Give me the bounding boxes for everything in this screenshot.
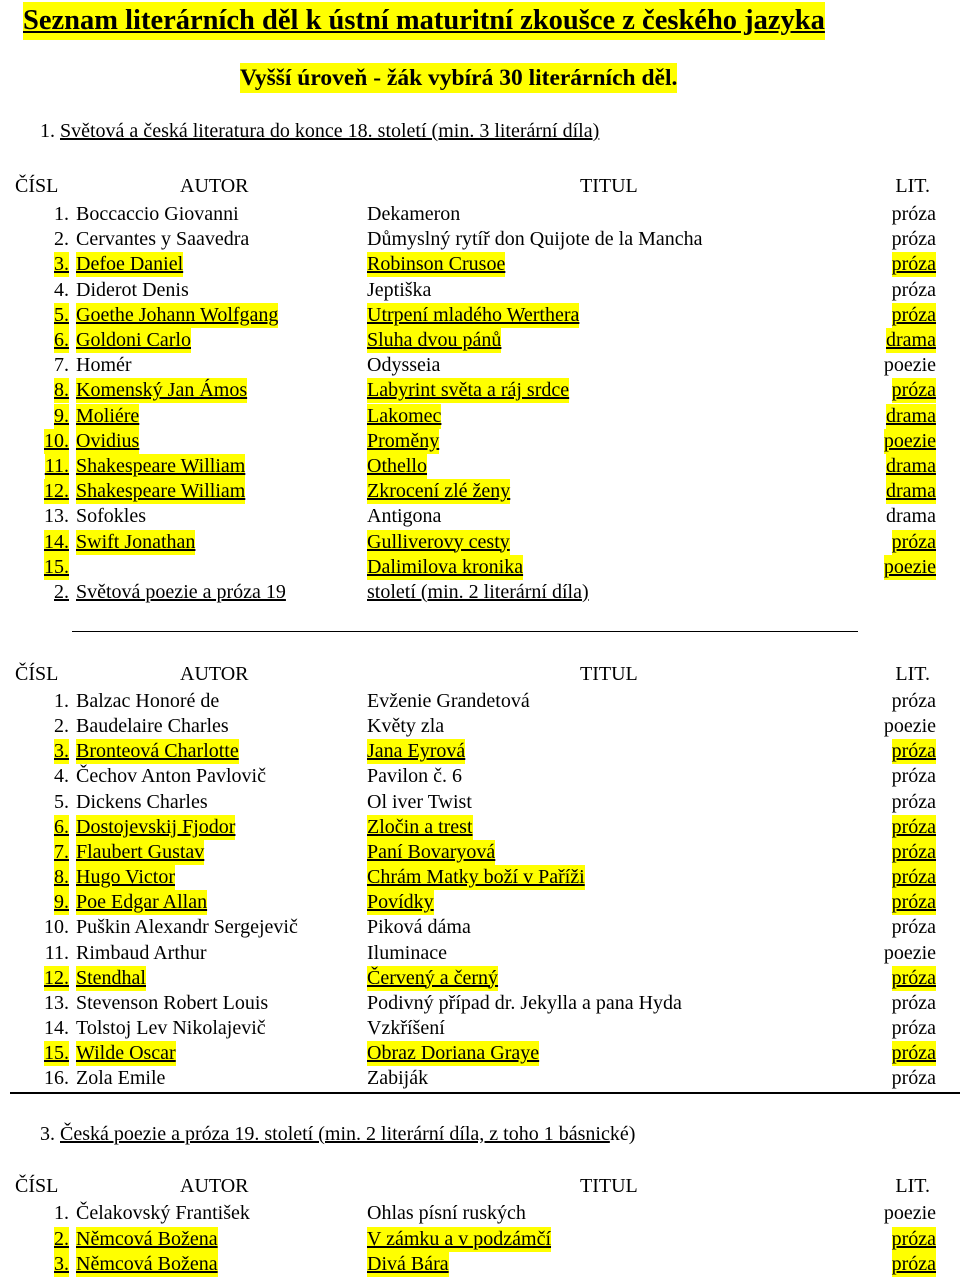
cell-literary-type: próza [891, 690, 936, 712]
cell-literary-type: poezie [883, 715, 936, 738]
cell-author: Balzac Honoré de [76, 690, 220, 712]
cell-author: Goethe Johann Wolfgang [76, 303, 279, 326]
cell-author: Čechov Anton Pavlovič [76, 765, 266, 788]
cell-title: Zločin a trest [367, 815, 473, 838]
cell-title: Antigona [367, 505, 442, 528]
cell-number: 15. [44, 555, 69, 578]
section3-heading-tail: ké) [609, 1123, 636, 1145]
table-row [0, 739, 960, 764]
cell-number: 14. [44, 1016, 69, 1039]
cell-author: Němcová Božena [76, 1227, 218, 1250]
cell-title: Othello [367, 455, 427, 477]
header-titul: TITUL [580, 1175, 638, 1197]
cell-literary-type: próza [891, 303, 936, 326]
cell-literary-type: próza [891, 991, 936, 1014]
cell-number: 5. [54, 790, 69, 813]
table-row [0, 504, 960, 529]
cell-literary-type: drama [886, 404, 936, 427]
cell-author: Stevenson Robert Louis [76, 991, 269, 1014]
cell-number: 2. [54, 715, 69, 738]
cell-literary-type: drama [886, 480, 936, 503]
table-row [0, 429, 960, 454]
header-titul: TITUL [580, 175, 638, 197]
header-lit: LIT. [895, 175, 930, 197]
cell-author: Dostojevskij Fjodor [76, 815, 236, 838]
table-bottom-rule [10, 1092, 960, 1094]
header-cisl: ČÍSL [15, 1175, 59, 1197]
cell-literary-type: poezie [883, 941, 936, 964]
table-row [0, 790, 960, 815]
table-row [0, 1016, 960, 1041]
section1-heading-text: Světová a česká literatura do konce 18. století (min. 3 literární díla) [60, 120, 600, 142]
table-row [0, 303, 960, 328]
table-row [0, 941, 960, 966]
cell-number: 6. [54, 329, 69, 351]
cell-literary-type: próza [891, 916, 936, 939]
cell-title: Zabiják [367, 1067, 429, 1090]
cell-literary-type: poezie [883, 429, 936, 452]
cell-author: Sofokles [76, 505, 146, 528]
cell-number: 4. [54, 278, 69, 301]
section1-heading [40, 118, 599, 144]
page-title: Seznam literárních děl k ústní maturitní zkoušce z českého jazyka [23, 2, 825, 40]
cell-title: Důmyslný rytíř don Quijote de la Mancha [367, 228, 703, 251]
cell-number: 16. [44, 1067, 69, 1090]
cell-title: Proměny [367, 429, 440, 452]
table-row [0, 991, 960, 1016]
cell-number: 3. [54, 740, 69, 763]
table-row [0, 1252, 960, 1277]
cell-number: 1. [54, 203, 69, 225]
cell-number: 1. [54, 1202, 69, 1224]
cell-number: 11. [44, 941, 69, 964]
section2-heading-part2: století (min. 2 literární díla) [367, 581, 589, 603]
cell-author: Defoe Daniel [76, 253, 184, 276]
cell-author: Flaubert Gustav [76, 840, 205, 863]
cell-number: 6. [54, 815, 69, 838]
header-autor: AUTOR [180, 1175, 249, 1197]
cell-author: Němcová Božena [76, 1253, 218, 1275]
cell-number: 1. [54, 690, 69, 712]
cell-number: 2. [54, 228, 69, 251]
cell-number: 7. [54, 354, 69, 377]
cell-title: Jana Eyrová [367, 740, 466, 763]
cell-literary-type: próza [891, 278, 936, 301]
table-row [0, 227, 960, 252]
cell-literary-type: próza [891, 790, 936, 813]
cell-number: 5. [54, 303, 69, 326]
cell-literary-type: próza [891, 1067, 936, 1090]
cell-number: 2. [54, 1227, 69, 1250]
cell-literary-type: próza [891, 891, 936, 914]
underline-rule [72, 631, 858, 632]
table-row [0, 278, 960, 303]
table-row [0, 1201, 960, 1226]
table-row [0, 353, 960, 378]
table-row [0, 378, 960, 403]
cell-number: 8. [54, 379, 69, 402]
header-lit: LIT. [895, 663, 930, 685]
table-row [0, 890, 960, 915]
cell-number: 3. [54, 1253, 69, 1275]
cell-number: 8. [54, 866, 69, 889]
cell-title: Robinson Crusoe [367, 253, 506, 276]
table-row [0, 815, 960, 840]
cell-literary-type: próza [891, 765, 936, 788]
cell-number: 10. [44, 429, 69, 452]
cell-author: Moliére [76, 404, 140, 427]
cell-author: Ovidius [76, 429, 140, 452]
cell-number: 3. [54, 253, 69, 276]
cell-author: Bronteová Charlotte [76, 740, 239, 763]
header-cisl: ČÍSL [15, 175, 59, 197]
cell-author: Baudelaire Charles [76, 715, 229, 738]
header-cisl: ČÍSL [15, 663, 59, 685]
cell-literary-type: próza [891, 530, 936, 553]
table-row [0, 404, 960, 429]
cell-number: 11. [44, 455, 69, 477]
table-row [0, 689, 960, 714]
page-subtitle: Vyšší úroveň - žák vybírá 30 literárních děl. [240, 65, 678, 91]
table-row [0, 966, 960, 991]
table-row [0, 915, 960, 940]
cell-title: Zkrocení zlé ženy [367, 480, 511, 503]
section3-table-header [0, 1174, 960, 1199]
cell-literary-type: poezie [883, 1202, 936, 1224]
cell-title: Lakomec [367, 404, 442, 427]
cell-author: Stendhal [76, 966, 146, 989]
cell-literary-type: poezie [883, 354, 936, 377]
cell-author: Wilde Oscar [76, 1042, 176, 1065]
header-lit: LIT. [895, 1175, 930, 1197]
cell-title: Sluha dvou pánů [367, 329, 502, 351]
table-row [0, 764, 960, 789]
cell-title: Ol iver Twist [367, 790, 472, 813]
cell-title: Piková dáma [367, 916, 471, 939]
cell-title: Odysseia [367, 354, 441, 377]
header-autor: AUTOR [180, 175, 249, 197]
cell-title: Divá Bára [367, 1253, 449, 1275]
cell-title: Povídky [367, 891, 434, 914]
cell-literary-type: próza [891, 203, 936, 225]
header-autor: AUTOR [180, 663, 249, 685]
cell-literary-type: próza [891, 1042, 936, 1065]
cell-title: Iluminace [367, 941, 447, 964]
cell-number: 12. [44, 966, 69, 989]
cell-number: 10. [44, 916, 69, 939]
cell-title: Pavilon č. 6 [367, 765, 462, 788]
cell-author: Shakespeare William [76, 480, 246, 503]
cell-author: Diderot Denis [76, 278, 189, 301]
cell-title: Labyrint světa a ráj srdce [367, 379, 570, 402]
section3-heading-num: 3. [40, 1123, 55, 1145]
cell-title: Červený a černý [367, 966, 499, 989]
cell-author: Komenský Jan Ámos [76, 379, 248, 402]
cell-author: Čelakovský František [76, 1202, 250, 1224]
cell-author: Cervantes y Saavedra [76, 228, 250, 251]
table-row [0, 714, 960, 739]
table-row [0, 252, 960, 277]
cell-title: Podivný případ dr. Jekylla a pana Hyda [367, 991, 682, 1014]
cell-author: Dickens Charles [76, 790, 208, 813]
table-row [0, 454, 960, 479]
cell-literary-type: próza [891, 379, 936, 402]
cell-title: Gulliverovy cesty [367, 530, 510, 553]
cell-number: 12. [44, 480, 69, 503]
cell-literary-type: próza [891, 1253, 936, 1275]
cell-author: Shakespeare William [76, 455, 246, 477]
section2-heading-num: 2. [54, 581, 69, 603]
table-row [0, 840, 960, 865]
cell-literary-type: próza [891, 1227, 936, 1250]
section1-heading-num: 1. [40, 120, 55, 142]
section3-heading [40, 1121, 635, 1147]
cell-number: 13. [44, 505, 69, 528]
cell-author: Swift Jonathan [76, 530, 196, 553]
cell-literary-type: próza [891, 815, 936, 838]
cell-number: 7. [54, 840, 69, 863]
cell-literary-type: próza [891, 253, 936, 276]
cell-author: Hugo Victor [76, 866, 175, 889]
cell-number: 9. [54, 891, 69, 914]
cell-title: Dalimilova kronika [367, 555, 524, 578]
cell-author: Goldoni Carlo [76, 329, 191, 351]
cell-title: V zámku a v podzámčí [367, 1227, 552, 1250]
cell-author: Puškin Alexandr Sergejevič [76, 916, 298, 939]
section3-heading-text: Česká poezie a próza 19. století (min. 2 literární díla, z toho 1 básnic [60, 1123, 610, 1145]
section2-heading [0, 580, 960, 605]
section1-table-header [0, 174, 960, 199]
cell-title: Jeptiška [367, 278, 432, 301]
cell-number: 9. [54, 404, 69, 427]
cell-literary-type: drama [886, 329, 936, 351]
cell-number: 13. [44, 991, 69, 1014]
table-row [0, 479, 960, 504]
cell-literary-type: próza [891, 228, 936, 251]
cell-title: Chrám Matky boží v Paříži [367, 866, 585, 889]
cell-title: Evženie Grandetová [367, 690, 530, 712]
cell-number: 15. [44, 1042, 69, 1065]
cell-literary-type: poezie [883, 555, 936, 578]
table-row [0, 202, 960, 227]
cell-title: Ohlas písní ruských [367, 1202, 526, 1224]
cell-author: Boccaccio Giovanni [76, 203, 239, 225]
cell-literary-type: drama [886, 455, 936, 477]
cell-author: Poe Edgar Allan [76, 891, 208, 914]
cell-literary-type: próza [891, 1016, 936, 1039]
table-row [0, 1227, 960, 1252]
cell-literary-type: próza [891, 740, 936, 763]
table-row [0, 555, 960, 580]
section2-table-header [0, 662, 960, 687]
cell-author: Tolstoj Lev Nikolajevič [76, 1016, 266, 1039]
cell-number: 14. [44, 530, 69, 553]
table-row [0, 530, 960, 555]
cell-title: Utrpení mladého Werthera [367, 303, 580, 326]
header-titul: TITUL [580, 663, 638, 685]
cell-author: Rimbaud Arthur [76, 941, 207, 964]
cell-title: Dekameron [367, 203, 461, 225]
cell-title: Paní Bovaryová [367, 840, 496, 863]
cell-literary-type: próza [891, 966, 936, 989]
table-row [0, 1041, 960, 1066]
cell-literary-type: próza [891, 840, 936, 863]
cell-literary-type: drama [886, 505, 936, 528]
table-row [0, 1066, 960, 1091]
cell-title: Vzkříšení [367, 1016, 445, 1039]
table-row [0, 865, 960, 890]
section2-heading-part1: Světová poezie a próza 19 [76, 581, 286, 603]
cell-author: Zola Emile [76, 1067, 166, 1090]
cell-literary-type: próza [891, 866, 936, 889]
table-row [0, 328, 960, 353]
cell-title: Obraz Doriana Graye [367, 1042, 540, 1065]
cell-number: 4. [54, 765, 69, 788]
cell-author: Homér [76, 354, 132, 377]
cell-title: Květy zla [367, 715, 445, 738]
